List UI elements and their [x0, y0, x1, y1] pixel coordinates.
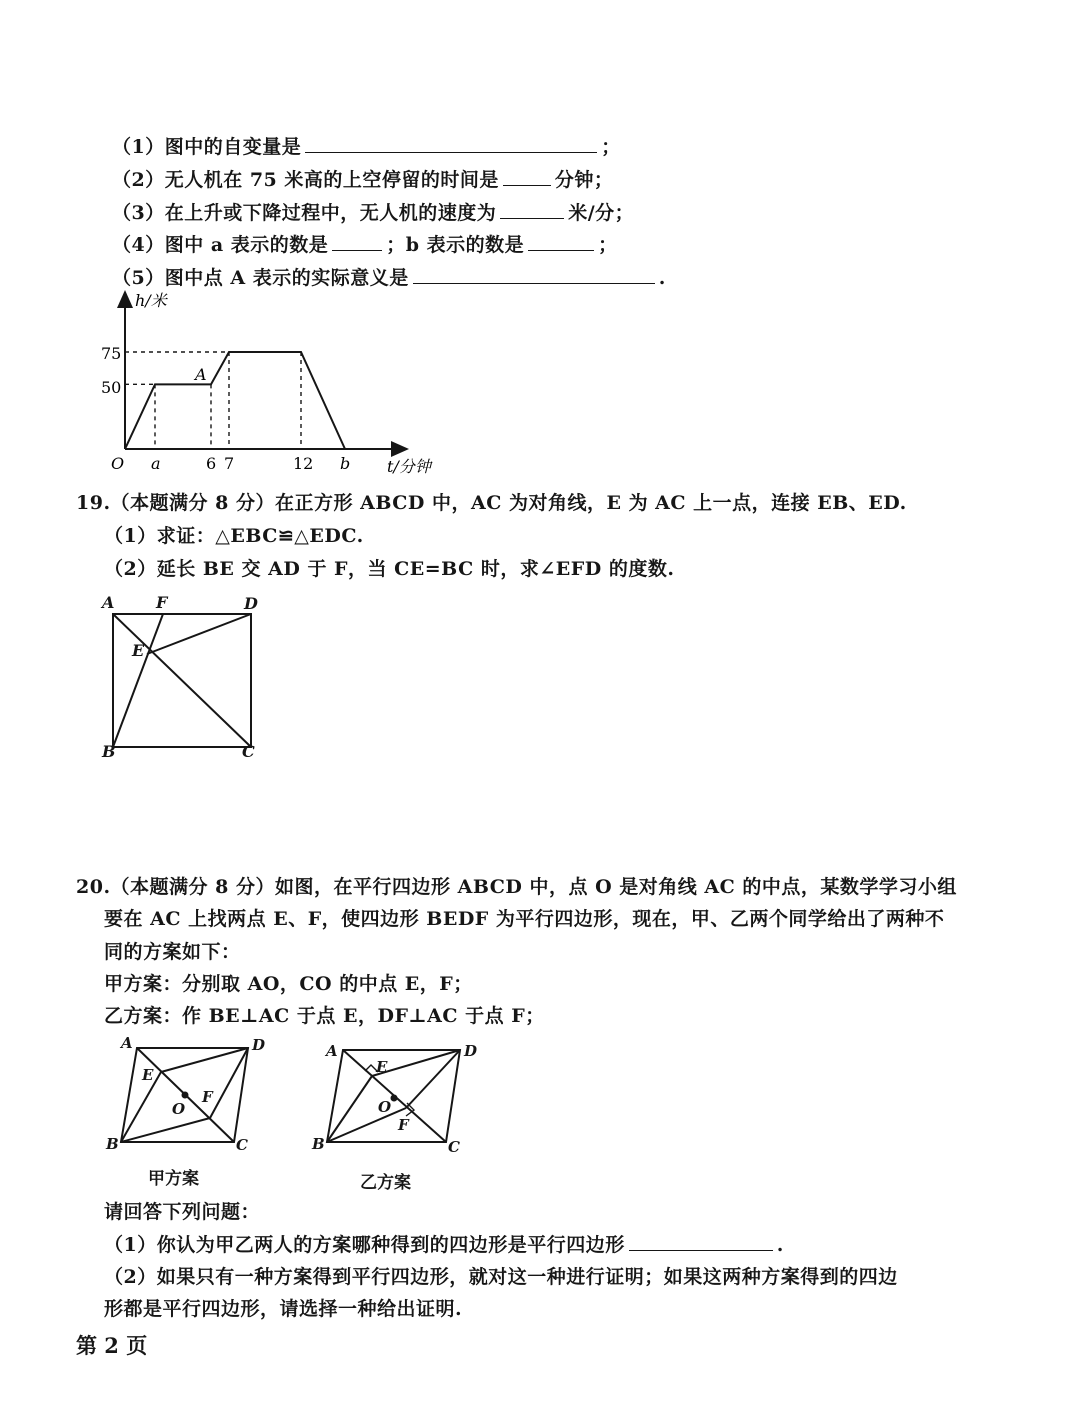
label-O: O	[378, 1098, 392, 1116]
label-C: C	[236, 1136, 248, 1152]
label-F: F	[398, 1116, 409, 1134]
x-tick-O: O	[111, 454, 125, 473]
answer-blank-a[interactable]	[332, 232, 382, 251]
q20-part-1: （1）你认为甲乙两人的方案哪种得到的四边形是平行四边形 .	[104, 1234, 784, 1256]
label-D: D	[244, 594, 258, 613]
label-D: D	[464, 1042, 478, 1060]
x-tick-6: 6	[206, 454, 217, 473]
answer-blank[interactable]	[629, 1232, 773, 1251]
x-tick-b: b	[340, 454, 351, 473]
label-E: E	[132, 641, 145, 660]
segment-bf	[121, 1118, 210, 1142]
midpoint-O-dot	[391, 1095, 398, 1102]
q19-part-2: （2）延长 BE 交 AD 于 F，当 CE=BC 时，求∠EFD 的度数.	[104, 558, 675, 580]
q20-part-2-line-1: （2）如果只有一种方案得到平行四边形，就对这一种进行证明；如果这两种方案得到的四边	[104, 1266, 898, 1288]
height-time-graph	[95, 288, 435, 488]
q18-item-4: （4）图中 a 表示的数是 ；b 表示的数是 ；	[112, 234, 618, 256]
q20-plan-a: 甲方案：分别取 AO，CO 的中点 E，F；	[104, 973, 473, 995]
label-B: B	[102, 742, 116, 761]
label-O: O	[172, 1100, 186, 1118]
q19-title: 19.（本题满分 8 分）在正方形 ABCD 中，AC 为对角线，E 为 AC 上一点，连接 EB、ED.	[76, 492, 907, 514]
point-A-label: A	[195, 365, 207, 384]
label-E: E	[376, 1058, 388, 1076]
q20-part-2-line-2: 形都是平行四边形，请选择一种给出证明.	[104, 1298, 463, 1320]
diagonal-ac	[113, 614, 251, 747]
label-A: A	[326, 1042, 338, 1060]
label-A: A	[102, 593, 115, 612]
label-D: D	[252, 1036, 266, 1054]
label-C: C	[242, 742, 255, 761]
label-F: F	[202, 1088, 213, 1106]
page-number: 第 2 页	[76, 1333, 148, 1358]
q18-item-3: （3）在上升或下降过程中，无人机的速度为 米/分；	[112, 202, 635, 224]
q20-line-1: 20.（本题满分 8 分）如图，在平行四边形 ABCD 中，点 O 是对角线 AC 的中点，某数学学习小组	[76, 876, 957, 898]
segment-ed	[161, 1048, 248, 1072]
q18-item-2: （2）无人机在 75 米高的上空停留的时间是 分钟；	[112, 169, 614, 191]
height-curve	[125, 352, 345, 449]
q18-item-5: （5）图中点 A 表示的实际意义是 .	[112, 267, 666, 289]
segment-bf	[113, 614, 163, 747]
q20-ask: 请回答下列问题：	[104, 1201, 261, 1223]
answer-blank-b[interactable]	[528, 232, 594, 251]
plan-a-figure	[100, 1032, 280, 1152]
plan-a-caption: 甲方案	[148, 1169, 199, 1189]
y-tick-75: 75	[101, 344, 122, 363]
q19-part-1: （1）求证：△EBC≌△EDC.	[104, 525, 364, 547]
answer-blank[interactable]	[503, 167, 551, 186]
label-B: B	[312, 1135, 325, 1152]
plan-b-caption: 乙方案	[360, 1173, 411, 1193]
x-tick-12: 12	[293, 454, 314, 473]
y-axis-label: h/米	[135, 291, 167, 310]
x-tick-7: 7	[224, 454, 235, 473]
label-E: E	[142, 1066, 154, 1084]
x-tick-a: a	[151, 454, 161, 473]
answer-blank[interactable]	[305, 134, 597, 153]
answer-blank[interactable]	[500, 200, 564, 219]
segment-ed	[147, 614, 251, 654]
plan-b-figure	[306, 1032, 486, 1152]
square-abcd-figure	[98, 592, 278, 767]
label-A: A	[121, 1034, 133, 1052]
midpoint-O-dot	[182, 1092, 189, 1099]
q20-line-3: 同的方案如下：	[104, 941, 241, 963]
answer-blank[interactable]	[413, 265, 655, 284]
q20-line-2: 要在 AC 上找两点 E、F，使四边形 BEDF 为平行四边形，现在，甲、乙两个同学给出了两种不	[104, 908, 945, 930]
label-F: F	[156, 593, 168, 612]
y-tick-50: 50	[101, 378, 122, 397]
q18-item-1: （1）图中的自变量是 ；	[112, 136, 621, 158]
label-C: C	[448, 1138, 460, 1152]
label-B: B	[106, 1135, 119, 1152]
q20-plan-b: 乙方案：作 BE⊥AC 于点 E，DF⊥AC 于点 F；	[104, 1005, 545, 1027]
x-axis-label: t/分钟	[387, 457, 431, 476]
